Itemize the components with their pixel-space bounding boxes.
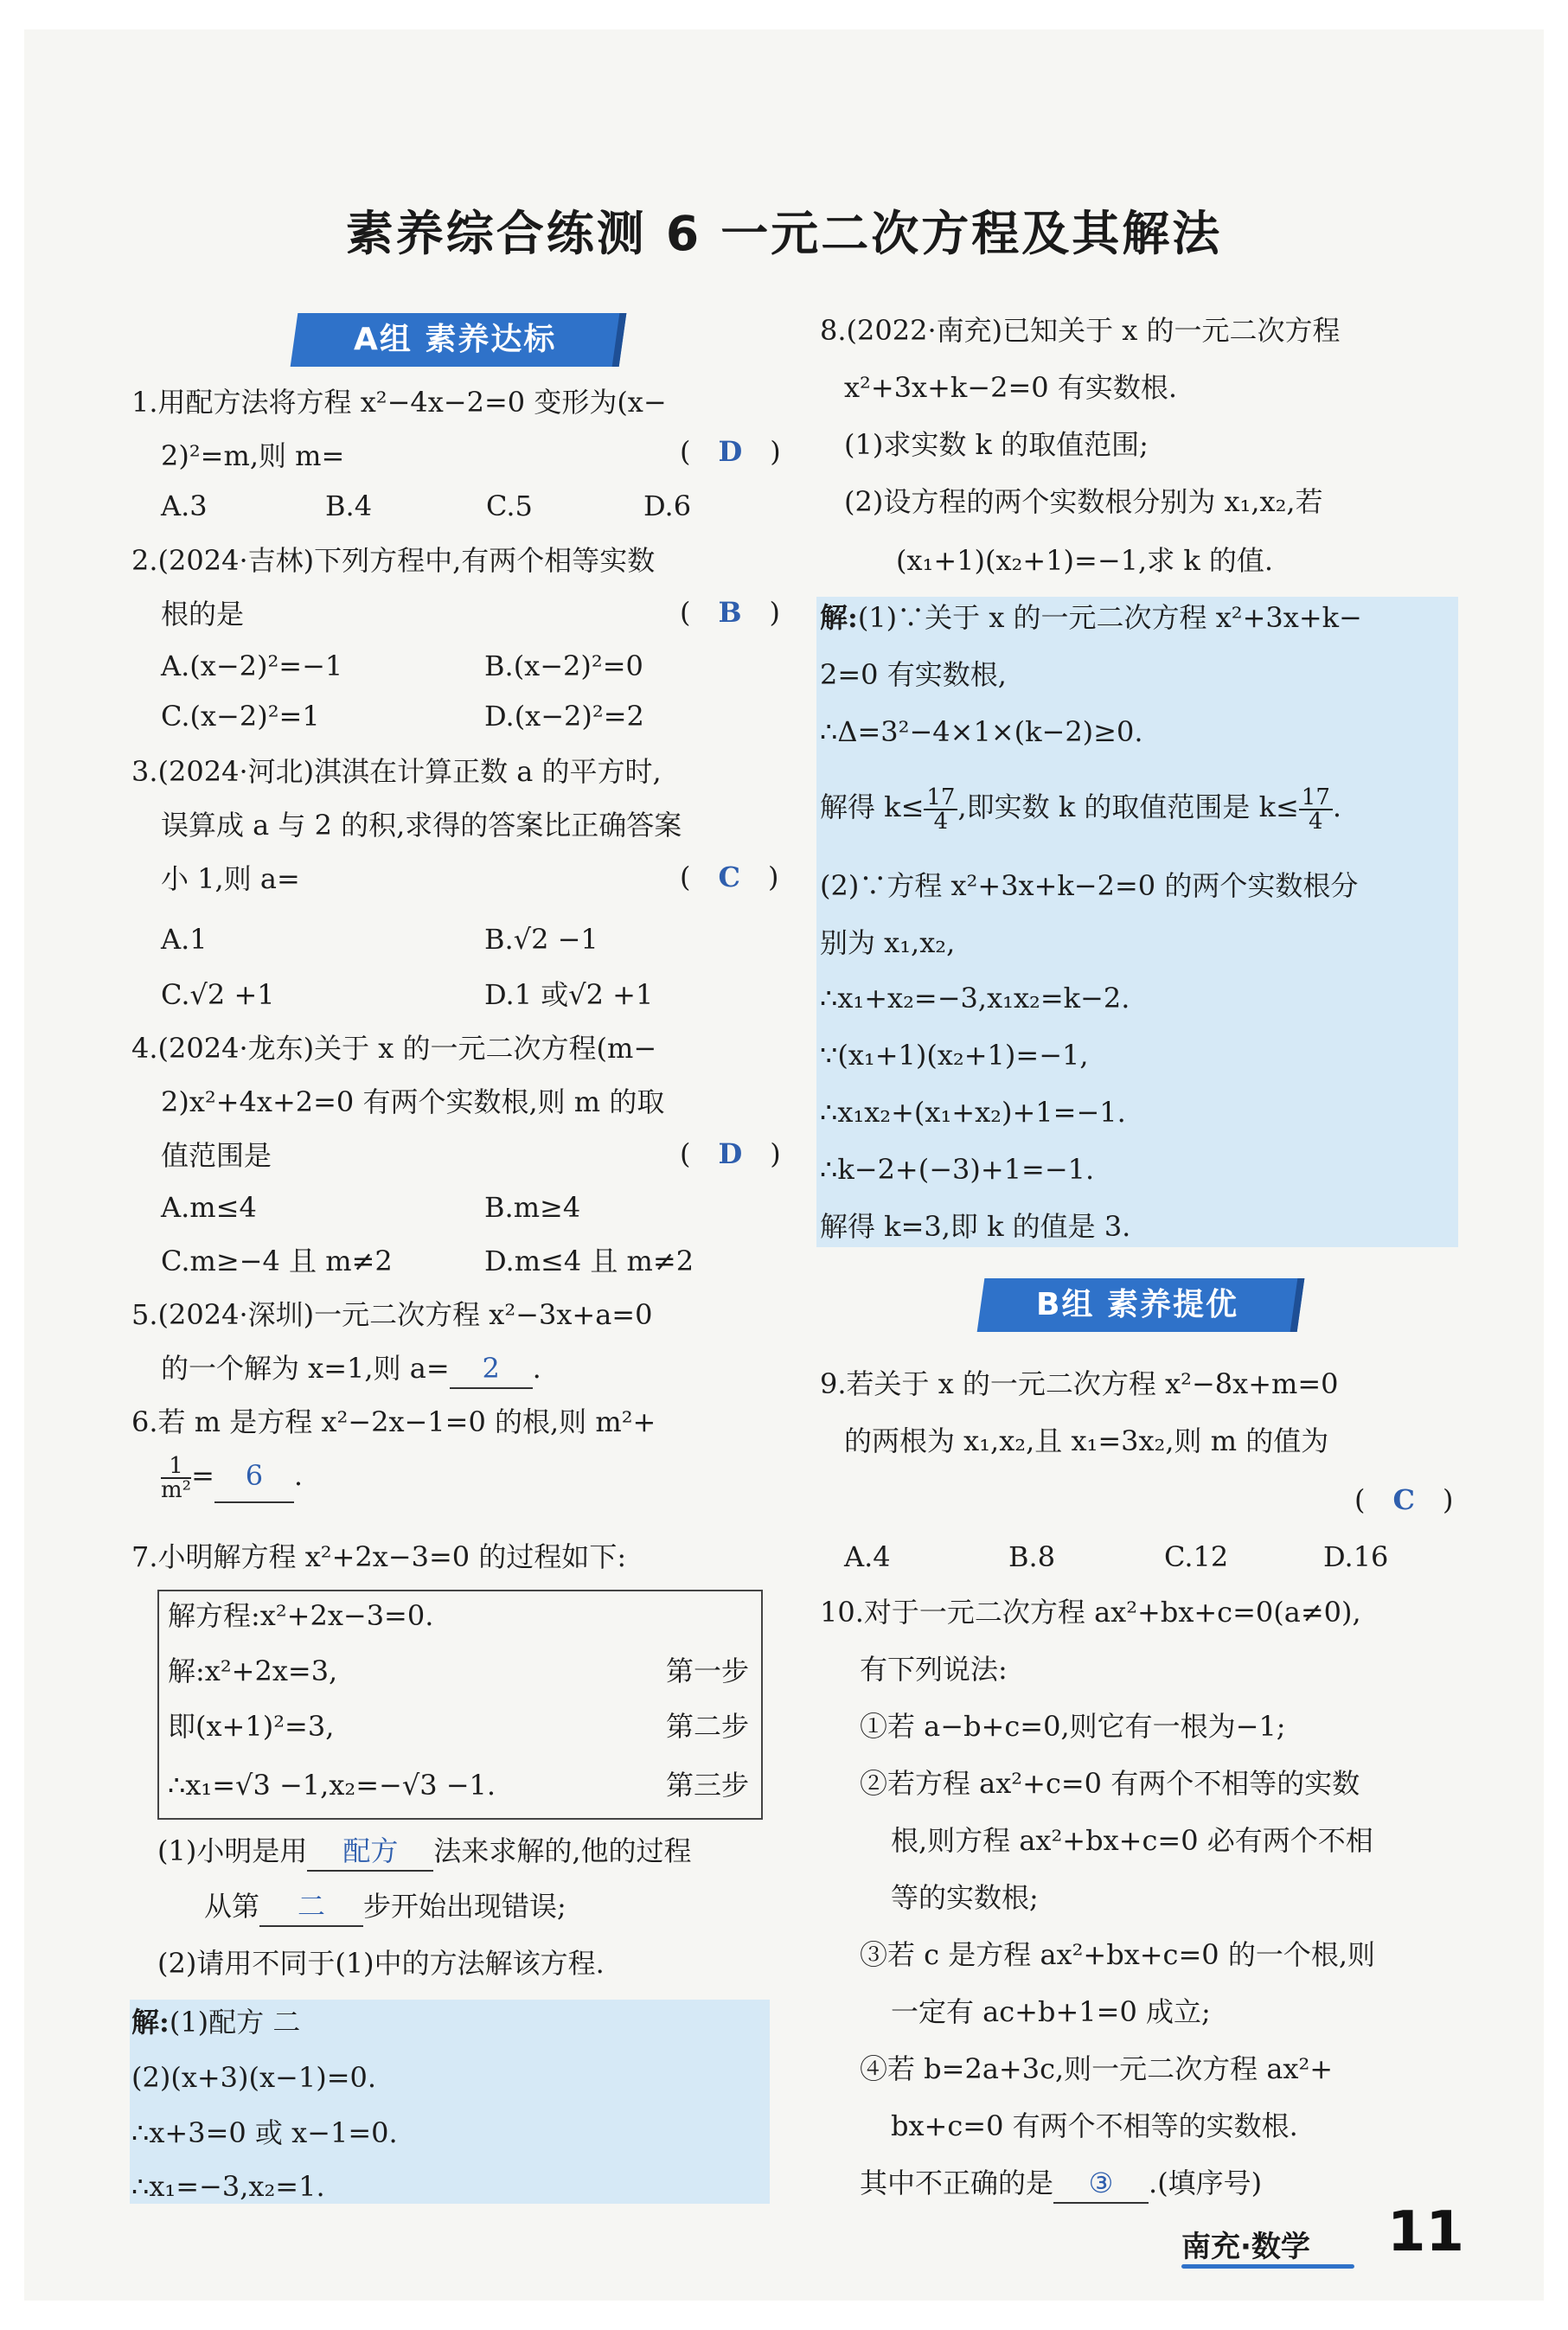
q3-option-c: C.√2 +1 bbox=[161, 978, 275, 1011]
q9-option-b: B.8 bbox=[1008, 1540, 1056, 1573]
q8-s4-frac2-num: 17 bbox=[1299, 786, 1333, 810]
q7-box-step2: 第二步 bbox=[666, 1710, 750, 1743]
q4-option-a: A.m≤4 bbox=[161, 1191, 257, 1224]
q7-solution-line2: (2)(x+3)(x−1)=0. bbox=[131, 2061, 377, 2094]
q5-line1: 5.(2024·深圳)一元二次方程 x²−3x+a=0 bbox=[131, 1298, 653, 1331]
q2-option-b: B.(x−2)²=0 bbox=[484, 650, 643, 682]
q8-s4-frac1-num: 17 bbox=[924, 786, 957, 810]
q7-box-row2: 解:x²+2x=3, bbox=[168, 1655, 338, 1687]
q9-answer-paren: ( C ) bbox=[1354, 1483, 1454, 1516]
q7-line1: 7.小明解方程 x²+2x−3=0 的过程如下: bbox=[131, 1540, 627, 1573]
page-number: 11 bbox=[1387, 2200, 1465, 2264]
q9-answer: C bbox=[1392, 1483, 1415, 1516]
q4-line1: 4.(2024·龙东)关于 x 的一元二次方程(m− bbox=[131, 1032, 657, 1065]
q1-option-c: C.5 bbox=[486, 490, 533, 522]
q8-s4-frac1-den: 4 bbox=[933, 808, 949, 835]
q8-line5: (x₁+1)(x₂+1)=−1,求 k 的值. bbox=[896, 544, 1274, 577]
q7-solution-line4: ∴x₁=−3,x₂=1. bbox=[131, 2170, 325, 2203]
q4-option-d: D.m≤4 且 m≠2 bbox=[484, 1245, 694, 1277]
q3-line3: 小 1,则 a= bbox=[161, 862, 300, 895]
q5-line2-text: 的一个解为 x=1,则 a= bbox=[161, 1352, 450, 1385]
q3-option-b: B.√2 −1 bbox=[484, 923, 598, 956]
q10-line1: 10.对于一元二次方程 ax²+bx+c=0(a≠0), bbox=[820, 1596, 1361, 1629]
q3-option-d: D.1 或√2 +1 bbox=[484, 978, 654, 1011]
q7-blank-method: 配方 bbox=[307, 1832, 433, 1872]
q7-part1-text-a: (1)小明是用 bbox=[157, 1834, 308, 1867]
q6-equals: = bbox=[191, 1459, 214, 1492]
q10-item1: ①若 a−b+c=0,则它有一根为−1; bbox=[860, 1710, 1286, 1743]
q1-answer-paren: ( D ) bbox=[680, 435, 781, 468]
q7-solution-line3: ∴x+3=0 或 x−1=0. bbox=[131, 2116, 398, 2149]
q7-box-step1: 第一步 bbox=[666, 1655, 750, 1687]
group-a-label: A组 素养达标 bbox=[353, 322, 557, 357]
q9-option-d: D.16 bbox=[1323, 1540, 1389, 1573]
q8-solution-line1-text: (1)∵关于 x 的一元二次方程 x²+3x+k− bbox=[857, 601, 1362, 634]
q4-option-c: C.m≥−4 且 m≠2 bbox=[161, 1245, 393, 1277]
q3-line1: 3.(2024·河北)淇淇在计算正数 a 的平方时, bbox=[131, 755, 662, 788]
footer-subject: 南充·数学 bbox=[1181, 2230, 1310, 2264]
q7-solution-line1 bbox=[131, 2003, 300, 2041]
q8-solution-line8: ∵(x₁+1)(x₂+1)=−1, bbox=[820, 1039, 1089, 1072]
q10-item4-line1: ④若 b=2a+3c,则一元二次方程 ax²+ bbox=[860, 2052, 1334, 2085]
q7-box-step3: 第三步 bbox=[666, 1769, 750, 1802]
q4-option-b: B.m≥4 bbox=[484, 1191, 581, 1224]
q1-option-d: D.6 bbox=[643, 490, 692, 522]
q9-line2: 的两根为 x₁,x₂,且 x₁=3x₂,则 m 的值为 bbox=[844, 1424, 1329, 1457]
q7-box-row1: 解方程:x²+2x−3=0. bbox=[168, 1599, 434, 1632]
q6-fraction bbox=[161, 1452, 192, 1503]
q10-final-text-a: 其中不正确的是 bbox=[860, 2167, 1054, 2199]
q10-line2: 有下列说法: bbox=[860, 1653, 1008, 1686]
q10-item3-line1: ③若 c 是方程 ax²+bx+c=0 的一个根,则 bbox=[860, 1938, 1375, 1971]
footer-accent-bar bbox=[1181, 2264, 1354, 2269]
q6-end: . bbox=[293, 1459, 304, 1492]
q8-solution-line4 bbox=[820, 780, 1341, 834]
q6-blank: 6 bbox=[214, 1450, 294, 1503]
q3-option-a: A.1 bbox=[161, 923, 208, 956]
q2-answer: B bbox=[718, 596, 742, 629]
q7-blank-step: 二 bbox=[259, 1887, 363, 1927]
q3-answer-paren: ( C ) bbox=[680, 861, 779, 893]
q8-s4-fraction-2 bbox=[1299, 786, 1333, 833]
q8-solution-line7: ∴x₁+x₂=−3,x₁x₂=k−2. bbox=[820, 982, 1130, 1015]
q8-solution-line6: 别为 x₁,x₂, bbox=[820, 926, 956, 959]
q10-final-text-b: .(填序号) bbox=[1149, 2167, 1263, 2199]
q8-solution-line3: ∴Δ=3²−4×1×(k−2)≥0. bbox=[820, 715, 1143, 748]
q6-frac-den: m² bbox=[161, 1476, 192, 1503]
q6-line1: 6.若 m 是方程 x²−2x−1=0 的根,则 m²+ bbox=[131, 1405, 656, 1438]
q8-solution-line11: 解得 k=3,即 k 的值是 3. bbox=[820, 1210, 1131, 1243]
q8-line4: (2)设方程的两个实数根分别为 x₁,x₂,若 bbox=[844, 485, 1323, 518]
q7-part1-text-c: 从第 bbox=[204, 1890, 260, 1923]
q3-answer: C bbox=[718, 861, 740, 893]
q5-line2 bbox=[161, 1349, 541, 1389]
q9-line1: 9.若关于 x 的一元二次方程 x²−8x+m=0 bbox=[820, 1367, 1339, 1400]
q5-blank: 2 bbox=[450, 1349, 533, 1389]
q1-option-b: B.4 bbox=[325, 490, 373, 522]
q8-s4-frac2-den: 4 bbox=[1309, 808, 1323, 835]
q8-solution-label: 解: bbox=[820, 601, 858, 634]
q1-answer: D bbox=[718, 435, 743, 468]
q6-line2 bbox=[161, 1450, 303, 1503]
q4-answer: D bbox=[718, 1137, 743, 1170]
q8-solution-line10: ∴k−2+(−3)+1=−1. bbox=[820, 1153, 1095, 1186]
q2-line1: 2.(2024·吉林)下列方程中,有两个相等实数 bbox=[131, 544, 656, 577]
q5-line2-end: . bbox=[532, 1352, 541, 1385]
page-title: 素养综合练测 6 一元二次方程及其解法 bbox=[345, 206, 1223, 261]
q7-part2: (2)请用不同于(1)中的方法解该方程. bbox=[157, 1947, 605, 1980]
q2-option-c: C.(x−2)²=1 bbox=[161, 700, 320, 733]
q10-final-line bbox=[860, 2164, 1262, 2204]
q4-answer-paren: ( D ) bbox=[680, 1137, 781, 1170]
q7-solution-label: 解: bbox=[131, 2006, 170, 2039]
q7-part1-text-b: 法来求解的,他的过程 bbox=[433, 1834, 692, 1867]
group-b-banner bbox=[977, 1278, 1305, 1332]
q8-s4-text-c: . bbox=[1332, 791, 1342, 823]
q8-line3: (1)求实数 k 的取值范围; bbox=[844, 428, 1149, 461]
q10-item3-line2: 一定有 ac+b+1=0 成立; bbox=[891, 1995, 1211, 2028]
q1-option-a: A.3 bbox=[161, 490, 208, 522]
q7-box-row3: 即(x+1)²=3, bbox=[168, 1710, 335, 1743]
q10-blank: ③ bbox=[1053, 2164, 1149, 2204]
q8-solution-line1 bbox=[820, 599, 1362, 637]
q10-item2-line1: ②若方程 ax²+c=0 有两个不相等的实数 bbox=[860, 1767, 1360, 1800]
q7-part1-line1 bbox=[157, 1832, 692, 1872]
q6-frac-num: 1 bbox=[161, 1455, 191, 1479]
q1-line1: 1.用配方法将方程 x²−4x−2=0 变形为(x− bbox=[131, 386, 667, 419]
q7-part1-line2 bbox=[204, 1887, 566, 1927]
q10-item2-line2: 根,则方程 ax²+bx+c=0 必有两个不相 bbox=[891, 1824, 1373, 1857]
group-b-label: B组 素养提优 bbox=[1036, 1287, 1238, 1322]
q2-option-d: D.(x−2)²=2 bbox=[484, 700, 644, 733]
q8-line2: x²+3x+k−2=0 有实数根. bbox=[844, 371, 1177, 404]
q4-line2: 2)x²+4x+2=0 有两个实数根,则 m 的取 bbox=[161, 1085, 665, 1118]
q2-option-a: A.(x−2)²=−1 bbox=[161, 650, 343, 682]
group-a-banner bbox=[291, 313, 627, 367]
q8-s4-fraction-1 bbox=[924, 786, 957, 833]
q8-solution-line2: 2=0 有实数根, bbox=[820, 658, 1007, 691]
q7-part1-text-d: 步开始出现错误; bbox=[363, 1890, 566, 1923]
q1-line2: 2)²=m,则 m= bbox=[161, 439, 345, 472]
q8-solution-line9: ∴x₁x₂+(x₁+x₂)+1=−1. bbox=[820, 1096, 1126, 1129]
q7-solution-line1-text: (1)配方 二 bbox=[169, 2006, 301, 2039]
q7-box-row4: ∴x₁=√3 −1,x₂=−√3 −1. bbox=[168, 1769, 496, 1802]
q9-option-a: A.4 bbox=[844, 1540, 891, 1573]
q8-s4-text-a: 解得 k≤ bbox=[820, 791, 925, 823]
q10-item4-line2: bx+c=0 有两个不相等的实数根. bbox=[891, 2109, 1298, 2142]
q3-line2: 误算成 a 与 2 的积,求得的答案比正确答案 bbox=[161, 809, 682, 842]
q8-line1: 8.(2022·南充)已知关于 x 的一元二次方程 bbox=[820, 314, 1341, 347]
q10-item2-line3: 等的实数根; bbox=[891, 1881, 1039, 1914]
q8-s4-text-b: ,即实数 k 的取值范围是 k≤ bbox=[957, 791, 1299, 823]
q2-line2: 根的是 bbox=[161, 598, 245, 631]
q2-answer-paren: ( B ) bbox=[680, 596, 781, 629]
q8-solution-line5: (2)∵方程 x²+3x+k−2=0 的两个实数根分 bbox=[820, 869, 1359, 902]
q9-option-c: C.12 bbox=[1164, 1540, 1229, 1573]
q4-line3: 值范围是 bbox=[161, 1139, 272, 1172]
